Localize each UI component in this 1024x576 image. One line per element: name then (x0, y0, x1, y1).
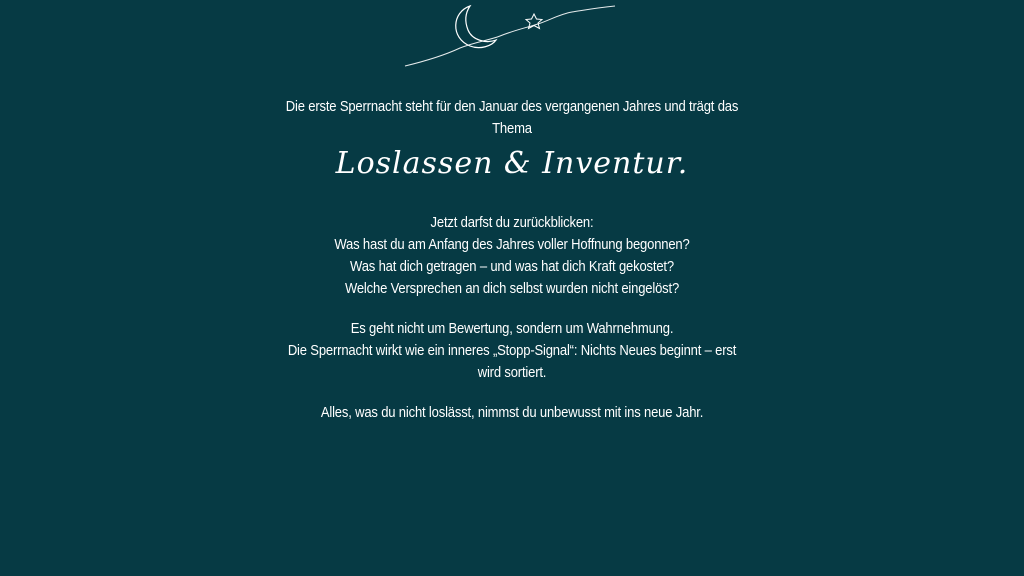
spacer (212, 300, 812, 318)
main-text (212, 96, 812, 424)
intro-line-2: Thema (492, 121, 532, 137)
perception-line: Die Sperrnacht wirkt wie ein inneres „Stopp-Signal“: Nichts Neues beginnt – erst (287, 343, 737, 359)
spacer (212, 186, 812, 212)
spacer (212, 384, 812, 402)
question-line: Jetzt darfst du zurückblicken: (430, 215, 594, 231)
question-line: Was hast du am Anfang des Jahres voller Hoffnung begonnen? (334, 237, 690, 253)
question-line: Was hat dich getragen – und was hat dich Kraft gekostet? (350, 259, 674, 275)
moon-star-ornament (400, 0, 620, 72)
perception-line: Es geht nicht um Bewertung, sondern um Wahrnehmung. (350, 321, 674, 337)
closing-line: Alles, was du nicht loslässt, nimmst du unbewusst mit ins neue Jahr. (320, 405, 704, 421)
ornament-line-icon (405, 6, 615, 66)
moon-icon (456, 6, 496, 48)
theme-title: Loslassen & Inventur. (335, 146, 689, 181)
intro-line-1: Die erste Sperrnacht steht für den Januar des vergangenen Jahres und trägt das (285, 99, 739, 115)
question-line: Welche Versprechen an dich selbst wurden nicht eingelöst? (344, 281, 680, 297)
perception-line: wird sortiert. (477, 365, 547, 381)
